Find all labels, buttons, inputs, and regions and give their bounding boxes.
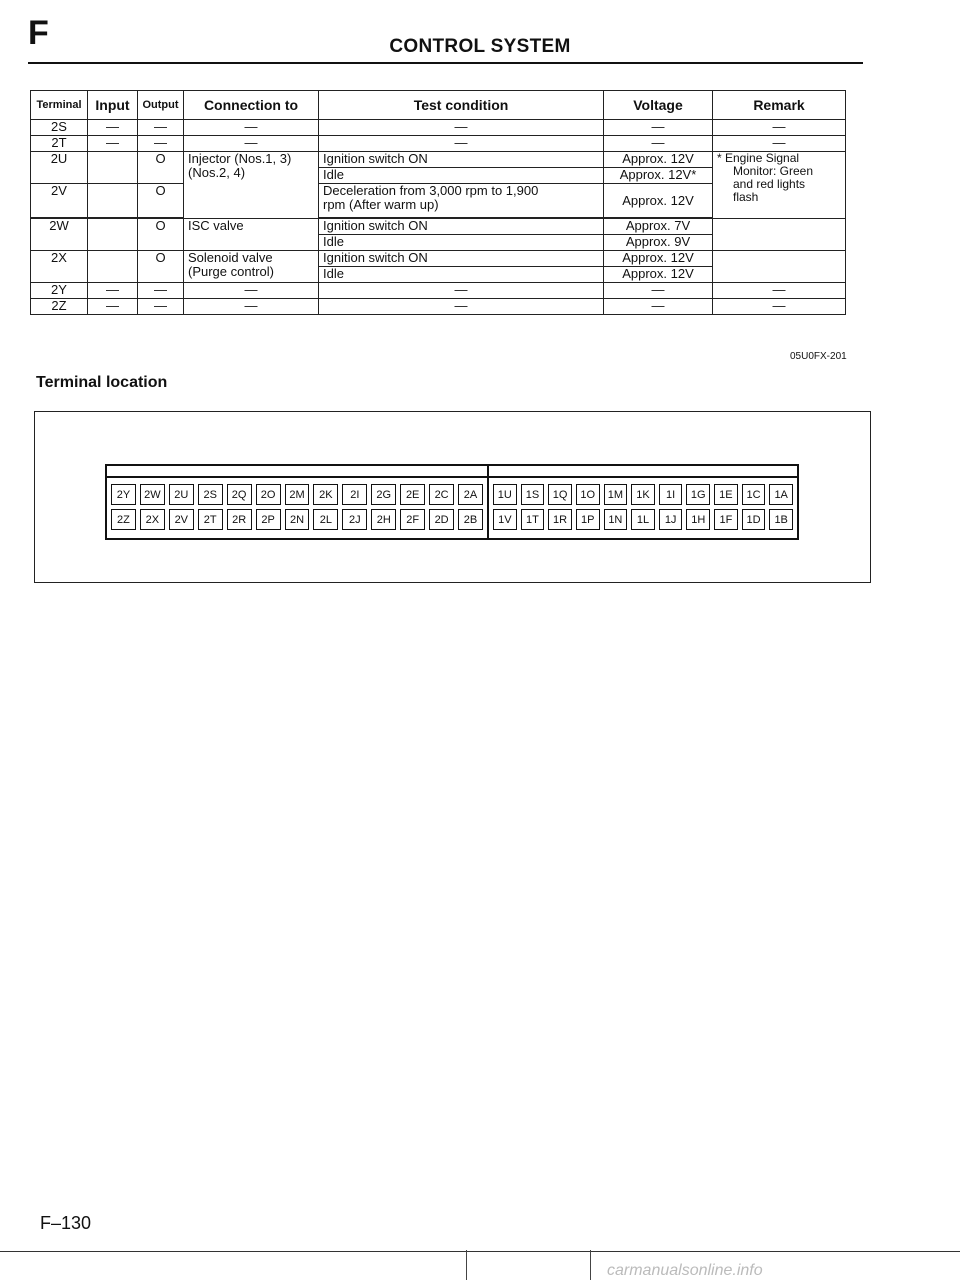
connection-line: (Nos.2, 4) xyxy=(188,165,246,180)
footer-rule xyxy=(0,1251,960,1252)
column-header: Terminal xyxy=(31,91,88,120)
table-row xyxy=(31,299,846,315)
terminal-pin: 2E xyxy=(400,484,425,505)
terminal-pin: 2X xyxy=(140,509,165,530)
voltage-cell: — xyxy=(604,299,713,315)
test-cell: Idle xyxy=(319,168,604,184)
test-cell: Idle xyxy=(319,267,604,283)
output-cell: O xyxy=(138,251,184,283)
terminal-pin: 1D xyxy=(742,509,766,530)
table-row xyxy=(31,152,846,168)
terminal-location-diagram xyxy=(34,411,871,583)
terminal-pin: 1V xyxy=(493,509,517,530)
terminal-pin: 1F xyxy=(714,509,738,530)
test-cell: — xyxy=(319,120,604,136)
table-row xyxy=(31,251,846,267)
terminal-pin: 1M xyxy=(604,484,628,505)
terminal-pin: 1U xyxy=(493,484,517,505)
output-cell: — xyxy=(138,136,184,152)
connection-cell xyxy=(184,251,319,283)
watermark: carmanualsonline.info xyxy=(607,1262,763,1279)
output-cell: O xyxy=(138,184,184,218)
terminal-pin: 2P xyxy=(256,509,281,530)
connection-cell: — xyxy=(184,283,319,299)
terminal-pin: 2N xyxy=(285,509,310,530)
test-line: rpm (After warm up) xyxy=(323,197,439,212)
connector-2 xyxy=(105,464,489,540)
terminal-pin: 2S xyxy=(198,484,223,505)
input-cell: — xyxy=(88,283,138,299)
terminal-cell: 2Y xyxy=(31,283,88,299)
terminal-pin: 1B xyxy=(769,509,793,530)
terminal-pin: 2W xyxy=(140,484,165,505)
terminal-pin: 1O xyxy=(576,484,600,505)
output-cell: O xyxy=(138,219,184,251)
input-cell: — xyxy=(88,299,138,315)
connection-line: Solenoid valve xyxy=(188,250,273,265)
connection-line: (Purge control) xyxy=(188,264,274,279)
terminal-pin: 2Q xyxy=(227,484,252,505)
terminal-pin: 2I xyxy=(342,484,367,505)
terminal-cell: 2S xyxy=(31,120,88,136)
terminal-pin: 1L xyxy=(631,509,655,530)
terminal-cell: 2V xyxy=(31,184,88,218)
test-cell: Idle xyxy=(319,235,604,251)
section-letter: F xyxy=(28,14,49,52)
crop-mark xyxy=(590,1250,591,1280)
output-cell: — xyxy=(138,283,184,299)
terminal-cell: 2Z xyxy=(31,299,88,315)
terminal-cell: 2T xyxy=(31,136,88,152)
terminal-pin: 2L xyxy=(313,509,338,530)
terminal-pin: 1P xyxy=(576,509,600,530)
connector-latch xyxy=(107,466,487,478)
table-row xyxy=(31,136,846,152)
column-header: Connection to xyxy=(184,91,319,120)
terminal-pin: 2M xyxy=(285,484,310,505)
voltage-cell: Approx. 12V xyxy=(604,152,713,168)
test-cell: Ignition switch ON xyxy=(319,251,604,267)
voltage-cell: Approx. 7V xyxy=(604,219,713,235)
voltage-cell: Approx. 12V xyxy=(604,184,713,218)
connection-cell: — xyxy=(184,120,319,136)
section-heading: Terminal location xyxy=(36,374,168,391)
remark-line: * Engine Signal xyxy=(717,151,800,165)
terminal-pin: 2O xyxy=(256,484,281,505)
voltage-cell: — xyxy=(604,283,713,299)
connection-cell xyxy=(184,152,319,219)
voltage-cell: — xyxy=(604,136,713,152)
test-cell: Ignition switch ON xyxy=(319,219,604,235)
remark-line: flash xyxy=(733,190,759,204)
test-cell xyxy=(319,184,604,218)
crop-mark xyxy=(466,1250,467,1280)
terminal-pin: 2A xyxy=(458,484,483,505)
test-line: Deceleration from 3,000 rpm to 1,900 xyxy=(323,183,539,198)
terminal-pin: 2K xyxy=(313,484,338,505)
terminal-cell: 2U xyxy=(31,152,88,184)
test-cell: — xyxy=(319,299,604,315)
connection-cell: — xyxy=(184,299,319,315)
table-header-row xyxy=(31,91,846,120)
test-cell: — xyxy=(319,136,604,152)
page-number: F–130 xyxy=(40,1213,92,1233)
test-cell: Ignition switch ON xyxy=(319,152,604,168)
terminal-pin: 2V xyxy=(169,509,194,530)
remark-cell: — xyxy=(713,136,846,152)
voltage-cell: Approx. 12V* xyxy=(604,168,713,184)
voltage-cell: Approx. 12V xyxy=(604,251,713,267)
header-rule xyxy=(28,62,863,64)
terminal-pin: 2G xyxy=(371,484,396,505)
input-cell xyxy=(88,219,138,251)
table-row xyxy=(31,283,846,299)
column-header: Remark xyxy=(713,91,846,120)
voltage-cell: Approx. 12V xyxy=(604,267,713,283)
input-cell xyxy=(88,184,138,218)
remark-cell: — xyxy=(713,283,846,299)
terminal-pin: 1K xyxy=(631,484,655,505)
voltage-cell: Approx. 9V xyxy=(604,235,713,251)
terminal-pin: 2D xyxy=(429,509,454,530)
terminal-pin: 1N xyxy=(604,509,628,530)
pin-grid xyxy=(493,484,793,530)
terminal-cell: 2W xyxy=(31,219,88,251)
column-header: Test condition xyxy=(319,91,604,120)
terminal-cell: 2X xyxy=(31,251,88,283)
terminal-pin: 1G xyxy=(686,484,710,505)
output-cell: O xyxy=(138,152,184,184)
connector-latch xyxy=(489,466,797,478)
figure-code: 05U0FX-201 xyxy=(790,351,847,362)
input-cell xyxy=(88,251,138,283)
terminal-pin: 1R xyxy=(548,509,572,530)
test-cell: — xyxy=(319,283,604,299)
terminal-pin: 2T xyxy=(198,509,223,530)
input-cell: — xyxy=(88,120,138,136)
terminal-pin: 2C xyxy=(429,484,454,505)
output-cell: — xyxy=(138,299,184,315)
terminal-pin: 2F xyxy=(400,509,425,530)
column-header: Output xyxy=(138,91,184,120)
remark-cell xyxy=(713,219,846,251)
remark-cell: — xyxy=(713,299,846,315)
terminal-pin: 1A xyxy=(769,484,793,505)
table-row xyxy=(31,120,846,136)
table-row xyxy=(31,219,846,235)
output-cell: — xyxy=(138,120,184,136)
remark-line: and red lights xyxy=(733,177,806,191)
terminal-pin: 2B xyxy=(458,509,483,530)
terminal-pin: 2J xyxy=(342,509,367,530)
terminal-pin: 1C xyxy=(742,484,766,505)
remark-line: Monitor: Green xyxy=(733,164,814,178)
input-cell: — xyxy=(88,136,138,152)
terminal-pin: 1E xyxy=(714,484,738,505)
terminal-pin: 1H xyxy=(686,509,710,530)
terminal-spec-table xyxy=(30,90,846,315)
terminal-pin: 1I xyxy=(659,484,683,505)
input-cell xyxy=(88,152,138,184)
connection-line: Injector (Nos.1, 3) xyxy=(188,151,292,166)
voltage-cell: — xyxy=(604,120,713,136)
remark-cell: — xyxy=(713,120,846,136)
connection-cell: — xyxy=(184,136,319,152)
terminal-pin: 2R xyxy=(227,509,252,530)
connector-1 xyxy=(487,464,799,540)
terminal-pin: 1J xyxy=(659,509,683,530)
column-header: Input xyxy=(88,91,138,120)
terminal-pin: 1T xyxy=(521,509,545,530)
terminal-pin: 1S xyxy=(521,484,545,505)
page-title: CONTROL SYSTEM xyxy=(389,36,571,57)
remark-cell xyxy=(713,251,846,283)
column-header: Voltage xyxy=(604,91,713,120)
remark-cell xyxy=(713,152,846,219)
terminal-pin: 2Z xyxy=(111,509,136,530)
terminal-pin: 1Q xyxy=(548,484,572,505)
terminal-pin: 2U xyxy=(169,484,194,505)
connection-cell: ISC valve xyxy=(184,219,319,251)
terminal-pin: 2Y xyxy=(111,484,136,505)
pin-grid xyxy=(111,484,483,530)
terminal-pin: 2H xyxy=(371,509,396,530)
